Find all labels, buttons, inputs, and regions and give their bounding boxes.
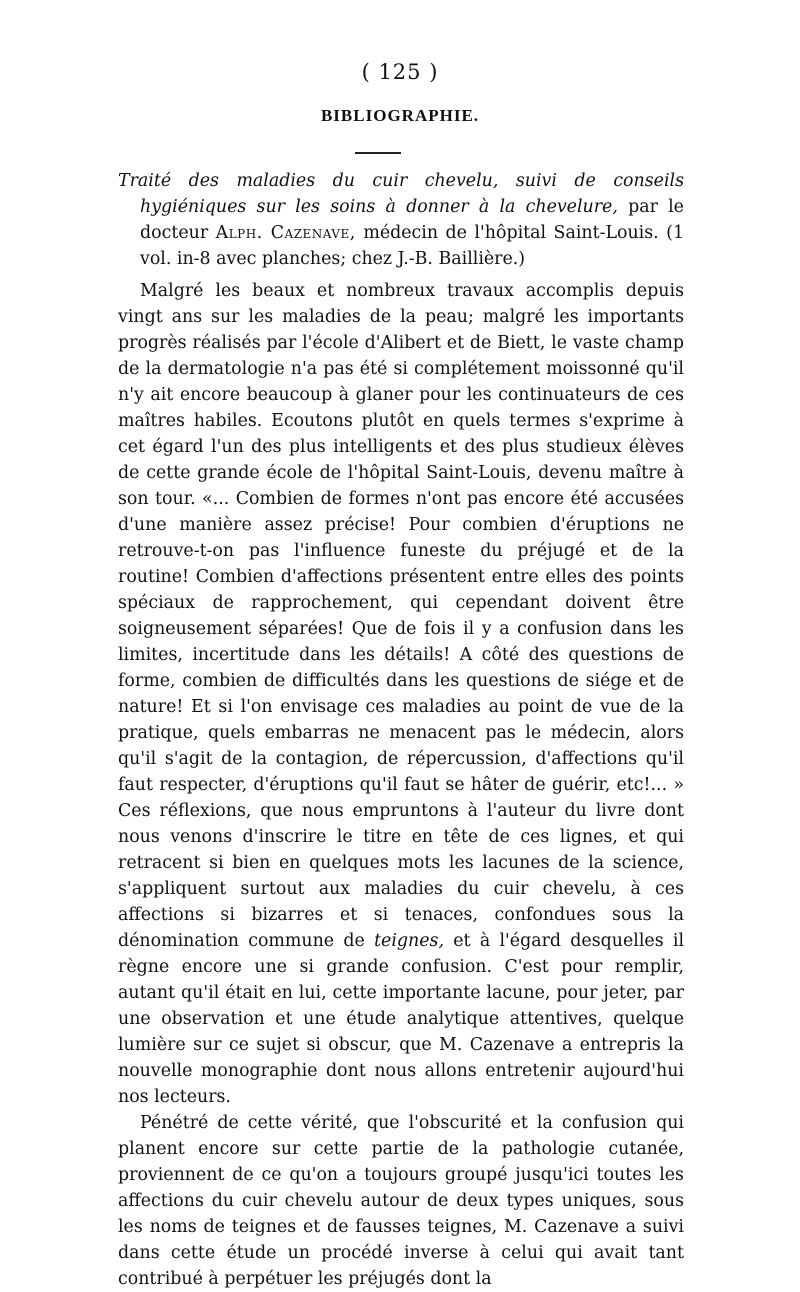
entry-details: médecin de l'hôpital Saint-Louis. (1 vol. in-8 avec planches; chez J.-B. Baillière.) bbox=[140, 223, 685, 269]
body-text bbox=[118, 168, 684, 1292]
paragraph-1-part-a: Malgré les beaux et nombreux travaux accomplis depuis vingt ans sur les maladies de la peau; malgré les importants progrès réalisés par l'école d'Alibert et de Biett, le vaste champ de la dermatologie n'a pas été si complétement moissonné qu'il n'y ait encore beaucoup à glaner pour les continuateurs de ces maîtres habiles. Ecoutons plutôt en quels termes s'exprime à cet égard l'un des plus intelligents et des plus studieux élèves de cette grande école de l'hôpital Saint-Louis, devenu maître à son tour. «... Combien de formes n'ont pas encore été accusées d'une manière assez précise! Pour combien d'éruptions ne retrouve-t-on pas l'influence funeste du préjugé et de la routine! Combien d'affections présentent entre elles des points spéciaux de rapprochement, qui cependant doivent être soigneusement séparées! Que de fois il y a confusion dans les limites, incertitude dans les détails! A côté des questions de forme, combien de difficultés dans les questions de siége et de nature! Et si l'on envisage ces maladies au point de vue de la pratique, quels embarras ne menacent pas le médecin, alors qu'il s'agit de la contagion, de répercussion, d'affections qu'il faut respecter, d'éruptions qu'il faut se hâter de guérir, etc!... » Ces réflexions, que nous empruntons à l'auteur du livre dont nous venons d'inscrire le titre en tête de ces lignes, et qui retracent si bien en quelques mots les lacunes de la science, s'appliquent surtout aux maladies du cuir chevelu, à ces affections si bizarres et si tenaces, confondues sous la dénomination commune de bbox=[118, 281, 684, 951]
paragraph-1 bbox=[118, 278, 684, 1110]
heading-divider bbox=[355, 152, 401, 154]
page-number: ( 125 ) bbox=[361, 60, 439, 84]
book-author: Alph. Cazenave, bbox=[215, 223, 356, 243]
paragraph-2: Pénétré de cette vérité, que l'obscurité et la confusion qui planent encore sur cette partie de la pathologie cutanée, proviennent de ce qu'on a toujours groupé jusqu'ici toutes les affections du cuir chevelu autour de deux types uniques, sous les noms de teignes et de fausses teignes, M. Cazenave a suivi dans cette étude un procédé inverse à celui qui avait tant contribué à perpétuer les préjugés dont la bbox=[118, 1113, 684, 1289]
bibliography-entry bbox=[118, 168, 684, 272]
paragraph-1-italic: teignes, bbox=[374, 931, 444, 951]
book-title: Traité des maladies du cuir chevelu, suivi de conseils hygiéniques sur les soins à donner à la chevelure, bbox=[118, 171, 684, 217]
paragraph-1-part-b: et à l'égard desquelles il règne encore une si grande confusion. C'est pour remplir, autant qu'il était en lui, cette importante lacune, pour jeter, par une observation et une étude analytique attentives, quelque lumière sur ce sujet si obscur, que M. Cazenave a entrepris la nouvelle monographie dont nous allons entretenir aujourd'hui nos lecteurs. bbox=[118, 931, 685, 1107]
entry-by: par le docteur bbox=[140, 197, 684, 243]
section-heading: BIBLIOGRAPHIE. bbox=[320, 106, 480, 125]
